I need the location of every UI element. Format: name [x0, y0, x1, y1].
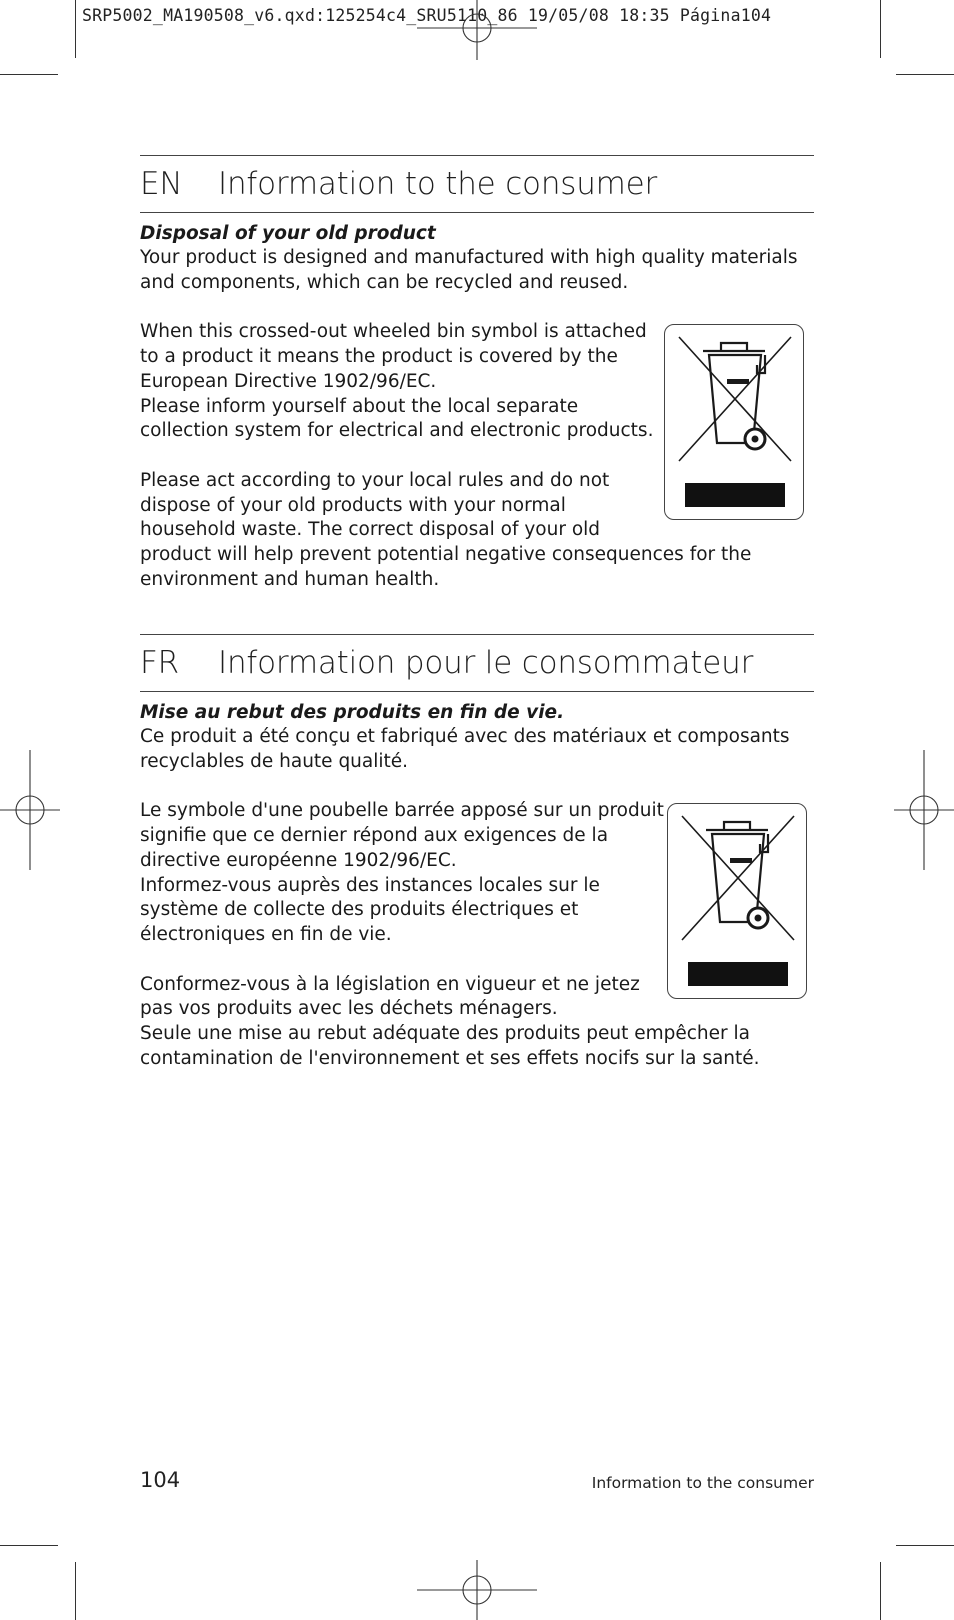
- weee-symbol-box: [667, 803, 807, 999]
- text-line: Seule une mise au rebut adéquate des produits peut empêcher la: [140, 1023, 750, 1045]
- crop-mark: [896, 74, 954, 75]
- crop-mark: [0, 74, 58, 75]
- text-line: European Directive 1902/96/EC.: [140, 370, 437, 392]
- paragraph: [140, 725, 814, 774]
- language-code: FR: [140, 645, 179, 681]
- text-line: directive européenne 1902/96/EC.: [140, 849, 457, 871]
- text-line: Ce produit a été conçu et fabriqué avec des matériaux et composants: [140, 726, 790, 747]
- section-heading: [140, 156, 814, 212]
- text-line: to a product it means the product is covered by the: [140, 346, 618, 368]
- text-line: household waste. The correct disposal of your old: [140, 519, 601, 541]
- crop-mark: [896, 1545, 954, 1546]
- paragraph: [140, 246, 814, 295]
- page-number: 104: [140, 1468, 181, 1492]
- section-bottom-rule: [140, 691, 814, 692]
- registration-mark-icon: [894, 750, 954, 870]
- text-line: pas vos produits avec les déchets ménagers.: [140, 998, 558, 1020]
- text-line: signifie que ce dernier répond aux exigences de la: [140, 825, 609, 847]
- running-footer-title: Information to the consumer: [591, 1474, 814, 1492]
- text-line: système de collecte des produits électriques et: [140, 899, 579, 921]
- crop-mark: [75, 1562, 76, 1620]
- crop-mark: [0, 1545, 58, 1546]
- text-line: When this crossed-out wheeled bin symbol is attached: [140, 321, 647, 343]
- printer-slug-line: SRP5002_MA190508_v6.qxd:125254c4_SRU5110_86 19/05/08 18:35 Página104: [82, 6, 772, 25]
- section-title: Information pour le consommateur: [218, 645, 754, 681]
- section-bottom-rule: [140, 212, 814, 213]
- crop-mark: [880, 0, 881, 58]
- section-subheading: Mise au rebut des produits en fin de vie.: [140, 702, 565, 723]
- text-line: collection system for electrical and electronic products.: [140, 420, 654, 442]
- text-line: environment and human health.: [140, 568, 440, 590]
- text-line: contamination de l'environnement et ses effets nocifs sur la santé.: [140, 1047, 760, 1069]
- crop-mark: [880, 1562, 881, 1620]
- text-line: Please act according to your local rules and do not: [140, 469, 610, 491]
- crop-mark: [75, 0, 76, 58]
- crossed-out-wheeled-bin-icon: [668, 804, 806, 998]
- text-line: Please inform yourself about the local separate: [140, 395, 579, 417]
- registration-mark-icon: [417, 0, 537, 60]
- text-line: Conformez-vous à la législation en vigueur et ne jetez: [140, 973, 640, 995]
- text-line: and components, which can be recycled and reused.: [140, 271, 629, 293]
- text-line: Your product is designed and manufactured with high quality materials: [140, 247, 798, 268]
- section-title: Information to the consumer: [218, 166, 658, 202]
- text-line: recyclables de haute qualité.: [140, 750, 409, 772]
- text-line: Informez-vous auprès des instances locales sur le: [140, 874, 600, 896]
- text-line: product will help prevent potential negative consequences for the: [140, 544, 752, 566]
- text-line: dispose of your old products with your normal: [140, 494, 566, 516]
- section-subheading: Disposal of your old product: [140, 223, 436, 244]
- text-line: électroniques en fin de vie.: [140, 923, 392, 945]
- crossed-out-wheeled-bin-icon: [665, 325, 803, 519]
- text-line: Le symbole d'une poubelle barrée apposé sur un produit: [140, 800, 664, 822]
- section-heading: [140, 635, 814, 691]
- registration-mark-icon: [417, 1560, 537, 1620]
- language-code: EN: [140, 166, 183, 202]
- registration-mark-icon: [0, 750, 60, 870]
- weee-symbol-box: [664, 324, 804, 520]
